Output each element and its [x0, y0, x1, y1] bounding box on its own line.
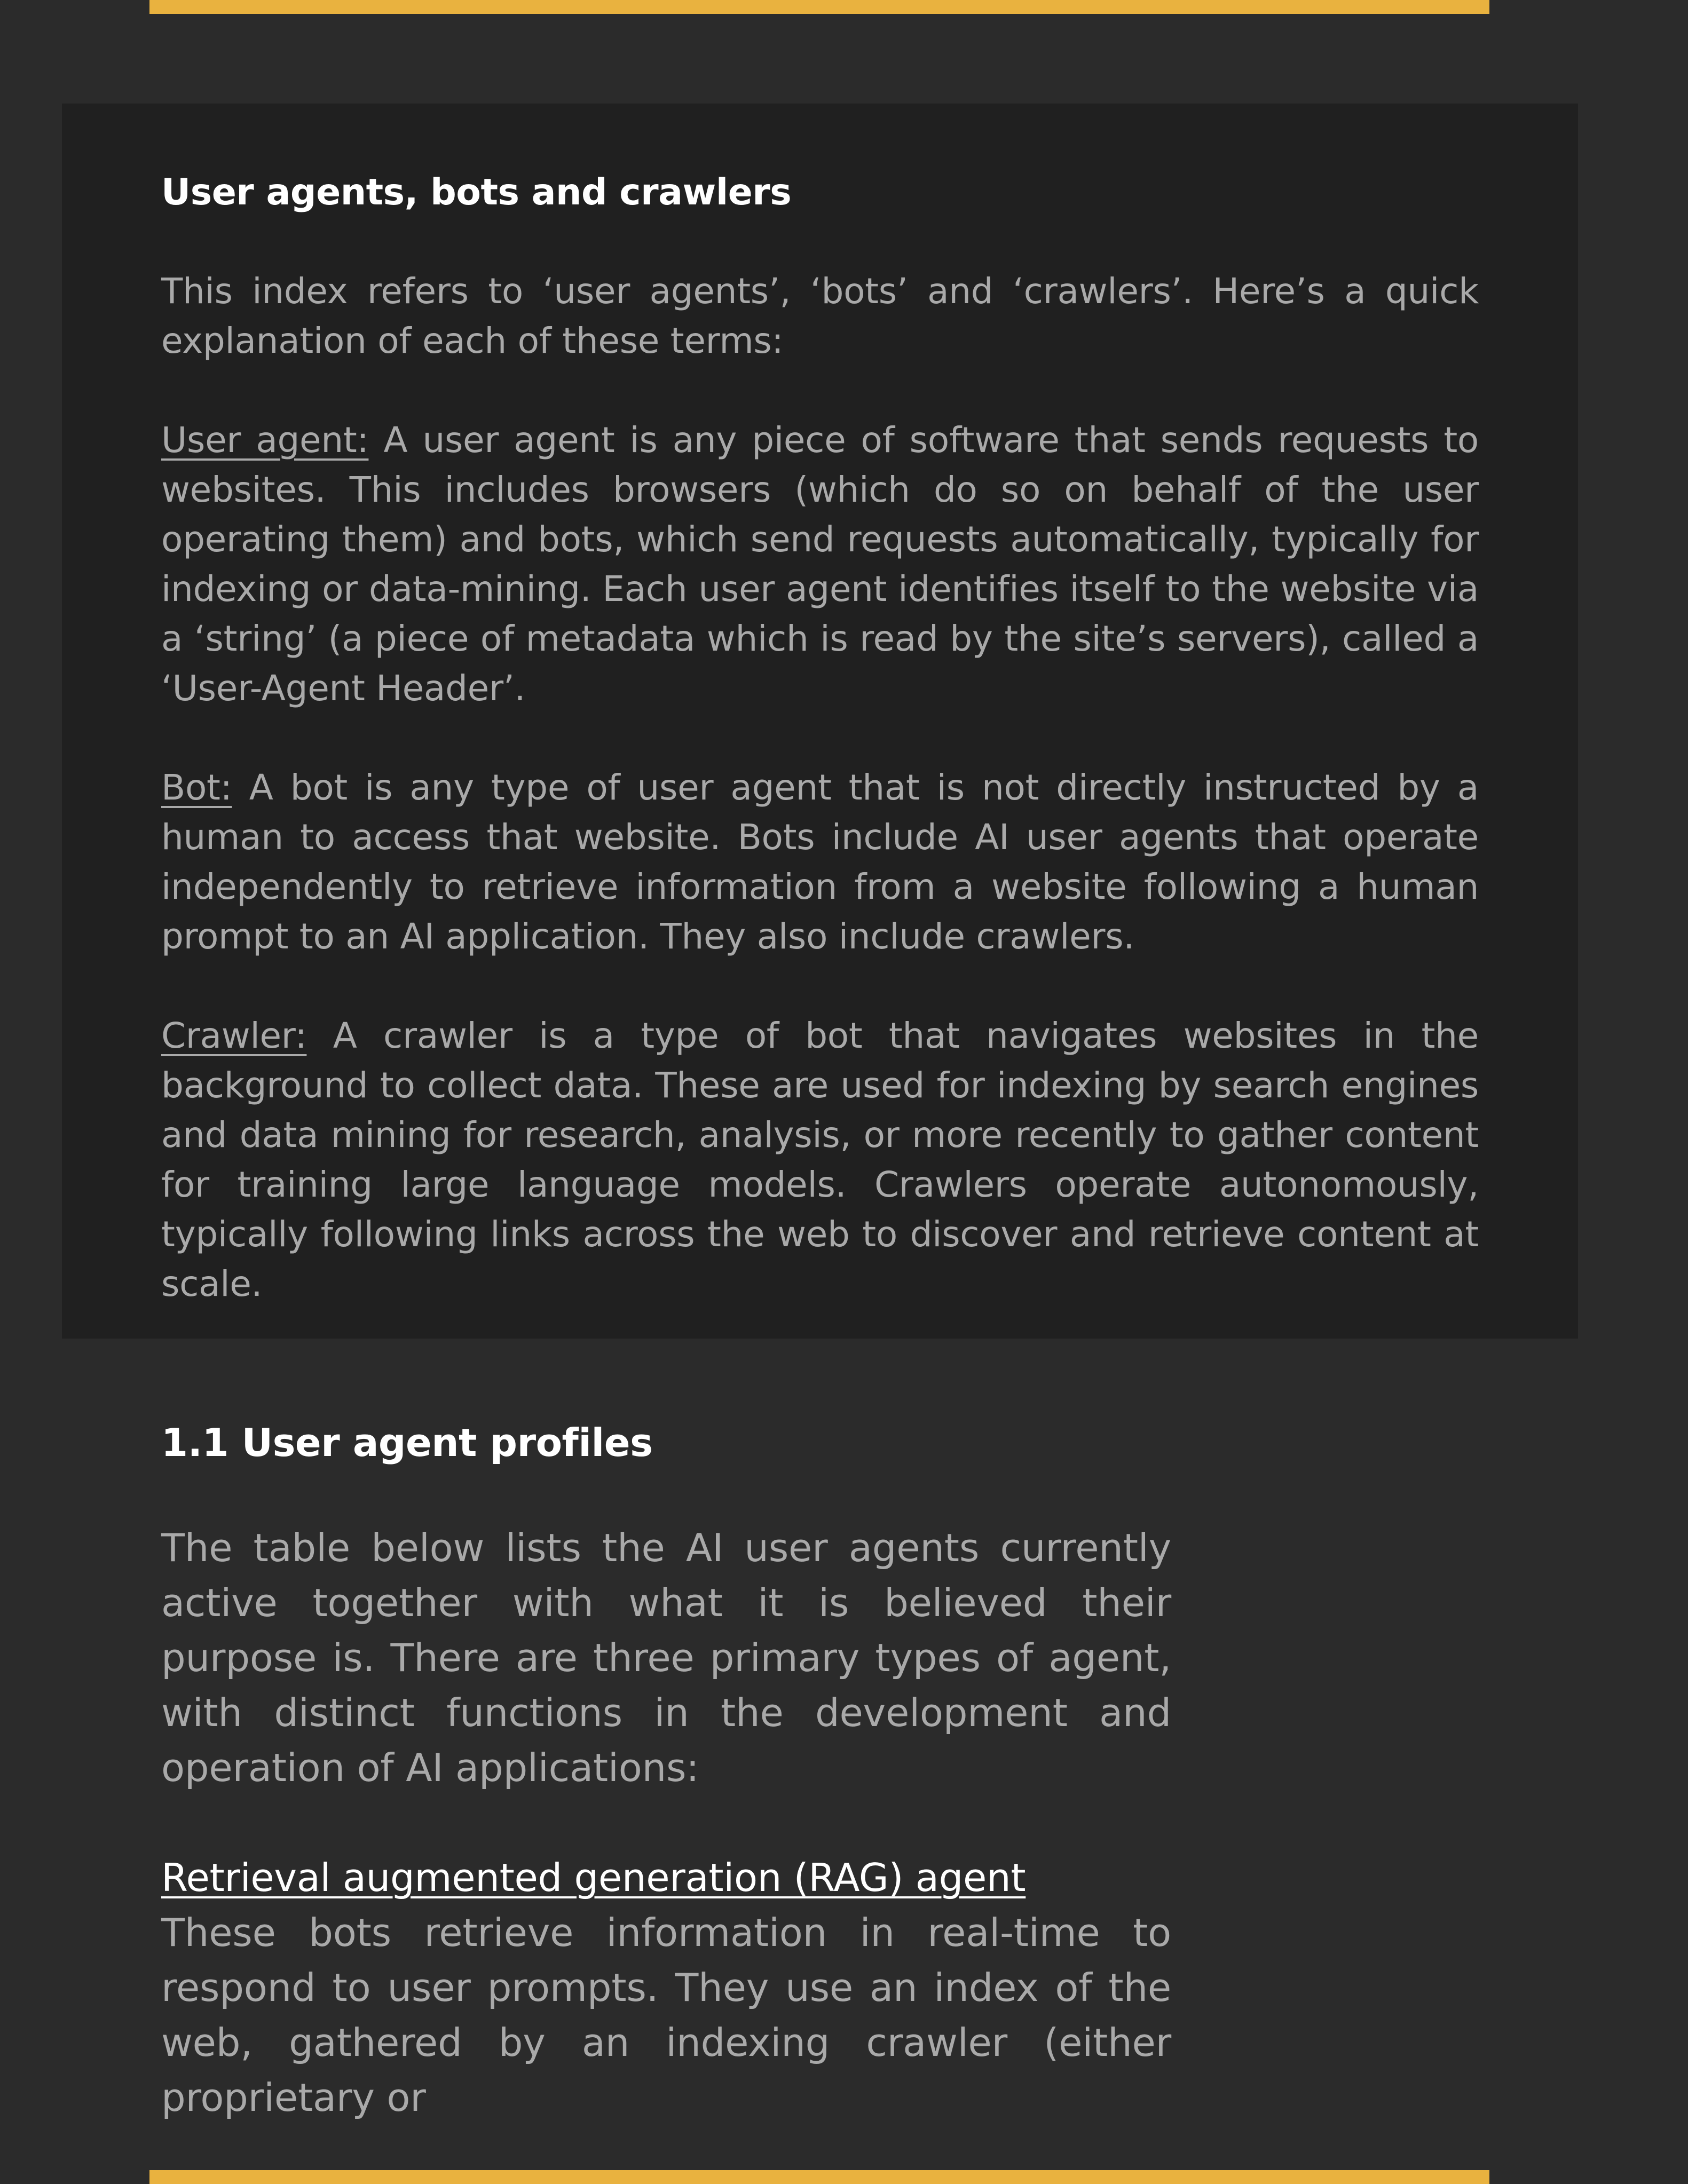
rag-agent-text: These bots retrieve information in real-time to respond to user prompts. They use an index of the web, gathered by an indexing crawler (either proprietary or — [161, 1910, 1171, 2120]
section-intro: The table below lists the AI user agents currently active together with what it is believed their purpose is. There are three primary types of agent, with distinct functions in the development and operation of AI applications: — [161, 1525, 1171, 1791]
definition-user-agent-text: A user agent is any piece of software that sends requests to websites. This includes browsers (which do so on behalf of the user operating them) and bots, which send requests automatically, typically for indexing or data-mining. Each user agent identifies itself to the website via a ‘string’ (a piece of metadata which is read by the site’s servers), called a ‘User-Agent Header’. — [161, 419, 1479, 709]
definition-crawler — [161, 1011, 1479, 1309]
definition-bot — [161, 763, 1479, 961]
definitions-intro: This index refers to ‘user agents’, ‘bots’ and ‘crawlers’. Here’s a quick explanation of each of these terms: — [161, 270, 1479, 361]
section-heading: 1.1 User agent profiles — [161, 1420, 653, 1465]
definition-bot-text: A bot is any type of user agent that is not directly instructed by a human to access that website. Bots include AI user agents that operate independently to retrieve information from a website following a human prompt to an AI application. They also include crawlers. — [161, 766, 1479, 957]
bottom-accent-bar — [149, 2170, 1489, 2184]
term-bot: Bot: — [161, 766, 232, 808]
definition-crawler-text: A crawler is a type of bot that navigates websites in the background to collect data. These are used for indexing by search engines and data mining for research, analysis, or more recently to gather content for training large language models. Crawlers operate autonomously, typically following links across the web to discover and retrieve content at scale. — [161, 1015, 1479, 1304]
definitions-box — [62, 104, 1578, 1339]
definition-user-agent — [161, 415, 1479, 713]
term-crawler: Crawler: — [161, 1015, 307, 1056]
rag-agent-heading: Retrieval augmented generation (RAG) agent — [161, 1855, 1026, 1901]
top-accent-bar — [149, 0, 1489, 14]
definitions-heading: User agents, bots and crawlers — [161, 171, 792, 213]
user-agent-profiles-section — [161, 1422, 1171, 2125]
term-user-agent: User agent: — [161, 419, 369, 461]
